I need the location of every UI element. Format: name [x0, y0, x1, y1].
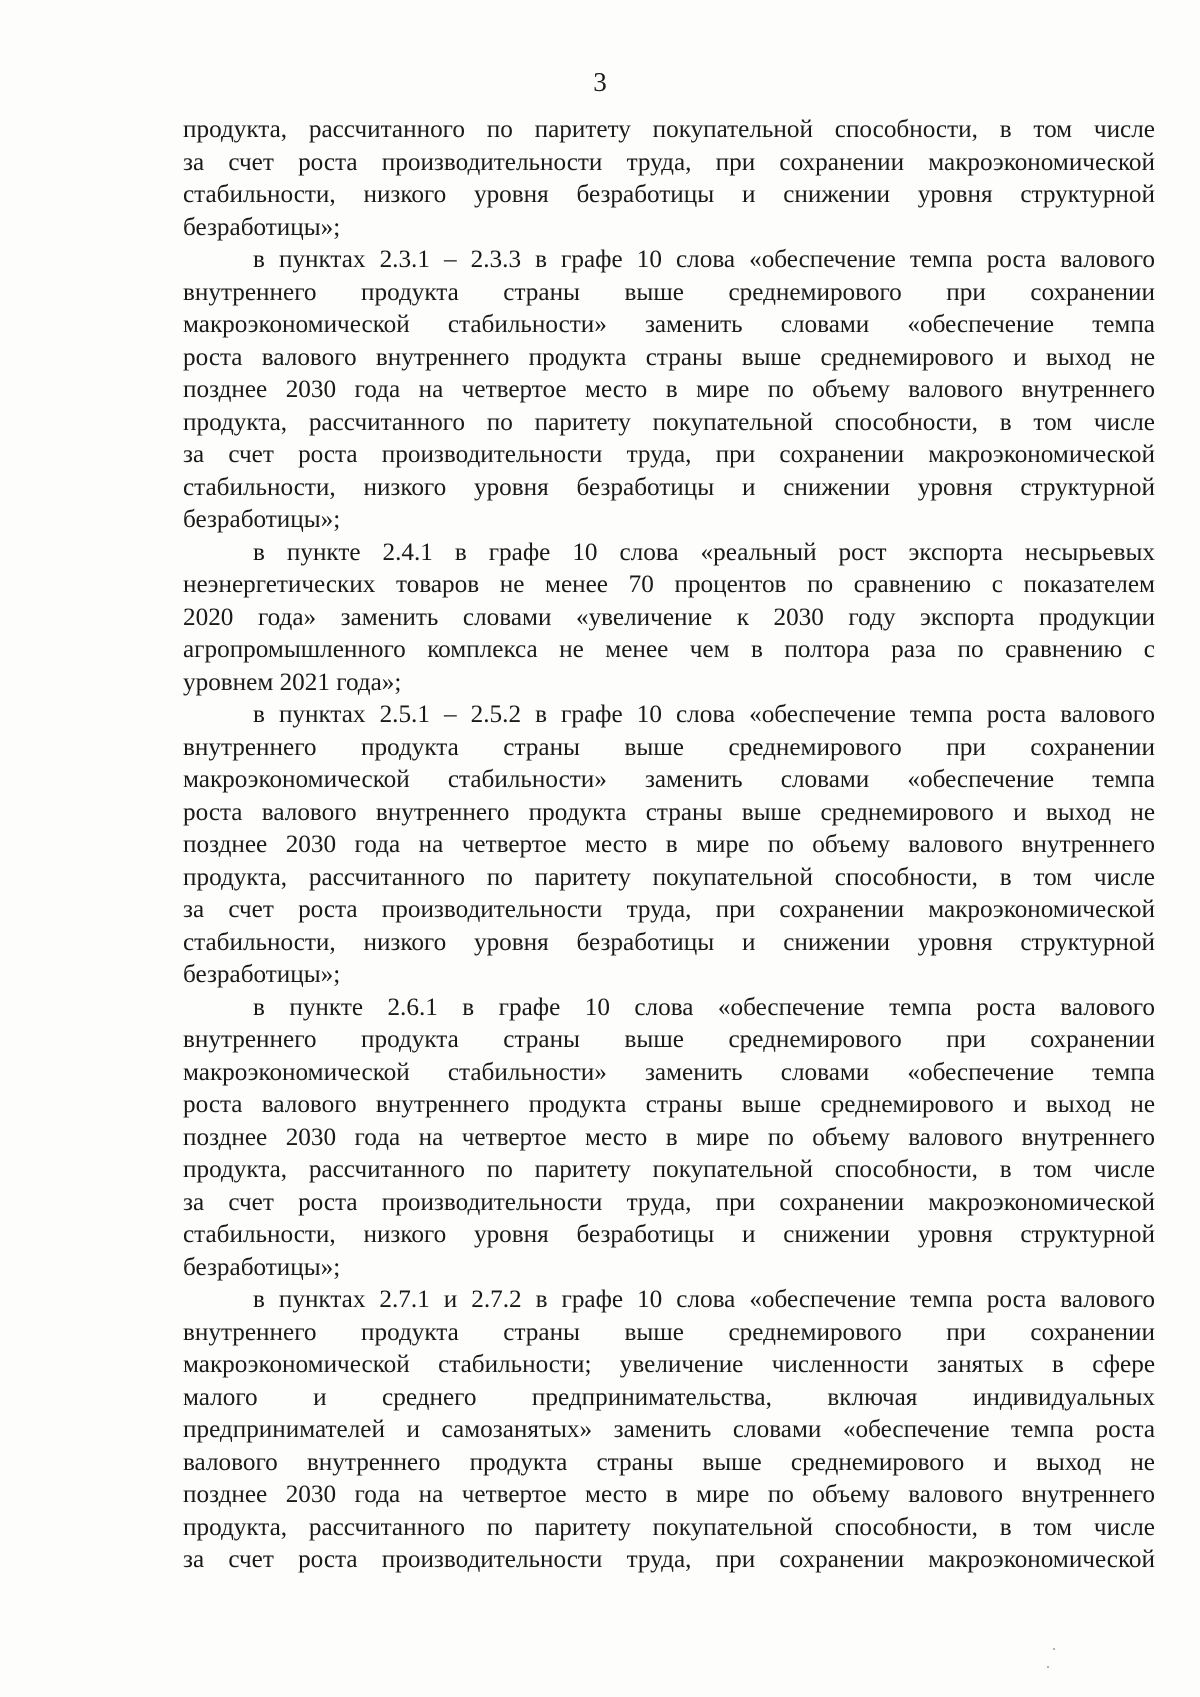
text-line: внутреннего продукта страны выше среднемирового при сохранении: [183, 1026, 1155, 1053]
paragraph: [183, 114, 1155, 244]
text-line: за счет роста производительности труда, при сохранении макроэкономической: [183, 148, 1155, 176]
text-line: макроэкономической стабильности» заменить словами «обеспечение темпа: [183, 766, 1155, 793]
text-line: за счет роста производительности труда, при сохранении макроэкономической: [183, 1188, 1155, 1216]
paragraph: [183, 1284, 1155, 1577]
text-line: за счет роста производительности труда, при сохранении макроэкономической: [183, 1546, 1155, 1573]
text-line: в пункте 2.4.1 в графе 10 слова «реальный рост экспорта несырьевых: [253, 538, 1155, 566]
text-line: роста валового внутреннего продукта страны выше среднемирового и выход не: [183, 343, 1155, 371]
text-line: позднее 2030 года на четвертое место в мире по объему валового внутреннего: [183, 831, 1155, 858]
text-line: безработицы»;: [183, 961, 341, 988]
document-body: [183, 114, 1155, 1577]
text-line: продукта, рассчитанного по паритету покупательной способности, в том числе: [183, 116, 1155, 143]
text-line: роста валового внутреннего продукта страны выше среднемирового и выход не: [183, 1091, 1155, 1118]
text-line: продукта, рассчитанного по паритету покупательной способности, в том числе: [183, 863, 1155, 891]
text-line: макроэкономической стабильности; увеличение численности занятых в сфере: [183, 1351, 1155, 1378]
text-line: в пунктах 2.7.1 и 2.7.2 в графе 10 слова «обеспечение темпа роста валового: [253, 1286, 1155, 1313]
text-line: внутреннего продукта страны выше среднемирового при сохранении: [183, 1318, 1155, 1346]
text-line: в пунктах 2.5.1 – 2.5.2 в графе 10 слова «обеспечение темпа роста валового: [253, 701, 1155, 728]
text-line: малого и среднего предпринимательства, включая индивидуальных: [183, 1383, 1155, 1411]
text-line: неэнергетических товаров не менее 70 процентов по сравнению с показателем: [183, 571, 1155, 598]
text-line: 2020 года» заменить словами «увеличение к 2030 году экспорта продукции: [183, 603, 1155, 631]
text-line: уровнем 2021 года»;: [183, 668, 402, 696]
text-line: внутреннего продукта страны выше среднемирового при сохранении: [183, 278, 1155, 306]
text-line: агропромышленного комплекса не менее чем в полтора раза по сравнению с: [183, 636, 1155, 663]
text-line: стабильности, низкого уровня безработицы и снижении уровня структурной: [183, 928, 1155, 956]
text-line: валового внутреннего продукта страны выше среднемирового и выход не: [183, 1448, 1155, 1476]
paragraph: [183, 537, 1155, 700]
text-line: макроэкономической стабильности» заменить словами «обеспечение темпа: [183, 311, 1155, 338]
text-line: безработицы»;: [183, 1253, 341, 1281]
text-line: стабильности, низкого уровня безработицы и снижении уровня структурной: [183, 473, 1155, 501]
paragraph: [183, 244, 1155, 537]
text-line: позднее 2030 года на четвертое место в мире по объему валового внутреннего: [183, 376, 1155, 403]
text-line: в пункте 2.6.1 в графе 10 слова «обеспечение темпа роста валового: [253, 993, 1155, 1021]
text-line: макроэкономической стабильности» заменить словами «обеспечение темпа: [183, 1058, 1155, 1086]
scan-speck: [1047, 1666, 1049, 1668]
text-line: в пунктах 2.3.1 – 2.3.3 в графе 10 слова «обеспечение темпа роста валового: [253, 246, 1155, 273]
paragraph: [183, 992, 1155, 1285]
text-line: продукта, рассчитанного по паритету покупательной способности, в том числе: [183, 408, 1155, 436]
text-line: позднее 2030 года на четвертое место в мире по объему валового внутреннего: [183, 1481, 1155, 1508]
text-line: предпринимателей и самозанятых» заменить словами «обеспечение темпа роста: [183, 1416, 1155, 1443]
text-line: стабильности, низкого уровня безработицы и снижении уровня структурной: [183, 1221, 1155, 1248]
text-line: продукта, рассчитанного по паритету покупательной способности, в том числе: [183, 1513, 1155, 1541]
text-line: продукта, рассчитанного по паритету покупательной способности, в том числе: [183, 1156, 1155, 1183]
text-line: роста валового внутреннего продукта страны выше среднемирового и выход не: [183, 798, 1155, 826]
text-line: позднее 2030 года на четвертое место в мире по объему валового внутреннего: [183, 1123, 1155, 1151]
text-line: внутреннего продукта страны выше среднемирового при сохранении: [183, 733, 1155, 761]
text-line: безработицы»;: [183, 213, 341, 241]
text-line: за счет роста производительности труда, при сохранении макроэкономической: [183, 441, 1155, 468]
text-line: стабильности, низкого уровня безработицы и снижении уровня структурной: [183, 181, 1155, 208]
page-number: 3: [593, 67, 607, 97]
text-line: за счет роста производительности труда, при сохранении макроэкономической: [183, 896, 1155, 923]
scan-speck: [1053, 1648, 1055, 1650]
paragraph: [183, 699, 1155, 992]
text-line: безработицы»;: [183, 506, 341, 533]
